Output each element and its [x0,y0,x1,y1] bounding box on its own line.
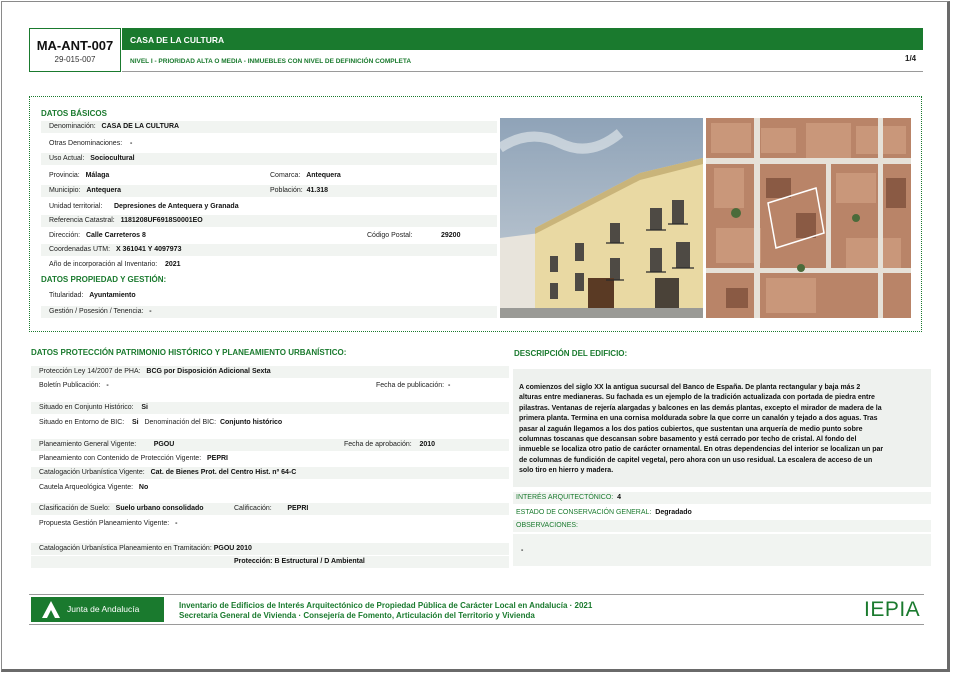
description-text [513,369,931,487]
unidad-label: Unidad territorial: [49,203,103,210]
fecha-pub-value: - [448,382,451,389]
description-line: primera planta. Termina en una cornisa moldurada sobre la que corre un canalón y tejado a dos aguas. Tras [519,415,878,423]
anio-row [49,259,181,271]
otras-label: Otras Denominaciones: [49,140,123,147]
plan-contenido-label: Planeamiento con Contenido de Protección Vigente: [39,455,202,462]
uso-value: Sociocultural [90,155,135,162]
interes-value: 4 [617,494,622,501]
fecha-pub-row [376,380,450,392]
uso-label: Uso Actual: [49,155,85,162]
boletin-value: - [106,382,109,389]
page-number: 1/4 [905,54,917,63]
description-title: DESCRIPCIÓN DEL EDIFICIO: [514,349,628,358]
footer-divider-top [29,594,924,595]
cat-tramitacion-row [31,543,509,555]
cat-tramitacion-value: PGOU 2010 [213,545,252,552]
aerial-photo [706,118,911,318]
municipio-row [41,185,497,197]
facade-photo [500,118,703,318]
observaciones-box [513,534,931,566]
propuesta-label: Propuesta Gestión Planeamiento Vigente: [39,520,170,527]
proteccion-tram-row [31,556,509,568]
denominacion-row [41,121,497,133]
denominacion-label: Denominación: [49,123,96,130]
description-line: pasar al zaguán llegamos a los dos patios cubiertos, que sustentan una arquería de medio punto sobre [519,425,863,433]
referencia-label: Referencia Catastral: [49,217,115,224]
anio-label: Año de incorporación al Inventario: [49,261,158,268]
cp-value [441,230,460,242]
direccion-value: Calle Carreteros 8 [85,232,146,239]
ley-row [31,366,509,378]
description-line: solo tiro en hierro y madera. [519,467,614,475]
municipio-label: Municipio: [49,187,81,194]
provincia-label: Provincia: [49,172,80,179]
iepia-brand: IEPIA [864,598,921,621]
titularidad-row [49,290,136,302]
description-line: de columnas de fundición de capitel vegetal, pero ahora con un uso residual. La escalera de acceso de un [519,456,873,464]
clasificacion-label: Clasificación de Suelo: [39,505,110,512]
gestion-value: - [149,308,152,315]
priority-subtitle: NIVEL I - PRIORIDAD ALTA O MEDIA - INMUEBLES CON NIVEL DE DEFINICIÓN COMPLETA [130,58,412,65]
description-line: A comienzos del siglo XX la antigua sucursal del Banco de España. De planta rectangular y baja más 2 [519,384,861,391]
observaciones-label: OBSERVACIONES: [516,522,578,529]
poblacion-value: 41.318 [306,187,329,194]
poblacion-row [270,185,328,197]
entorno-row [39,417,282,429]
boletin-label: Boletín Publicación: [39,382,101,389]
cautela-row [39,482,148,494]
uso-row [41,153,497,165]
cp-value-text: 29200 [441,232,461,239]
provincia-value: Málaga [85,172,110,179]
catalogacion-value: Cat. de Bienes Prot. del Centro Hist. nº 64-C [150,469,297,476]
record-code: MA-ANT-007 [36,38,114,53]
fecha-pub-label: Fecha de publicación: [376,382,445,389]
titularidad-label: Titularidad: [49,292,84,299]
planeamiento-value: PGOU [153,441,175,448]
comarca-label: Comarca: [270,172,301,179]
ownership-title: DATOS PROPIEDAD Y GESTIÓN: [41,275,167,284]
ley-label: Protección Ley 14/2007 de PHA: [39,368,141,375]
clasificacion-value: Suelo urbano consolidado [115,505,204,512]
utm-label: Coordenadas UTM: [49,246,111,253]
footer-inventory-title: Inventario de Edificios de Interés Arquitectónico de Propiedad Pública de Carácter Local en Andalucía · 2021 [179,601,593,610]
referencia-row [41,215,497,227]
record-code-box [29,28,121,72]
anio-value: 2021 [164,261,181,268]
observaciones-row [513,520,931,532]
provincia-row [49,170,109,182]
proteccion-tram-value: Protección: B Estructural / D Ambiental [234,558,365,565]
direccion-label: Dirección: [49,232,81,239]
fecha-aprob-value: 2010 [419,441,436,448]
description-line: alturas entre medianeras. Su fachada es un ejemplo de la tradición actualizada con portada de piedra entre [519,394,875,402]
observaciones-value [521,545,523,557]
catalogacion-label: Catalogación Urbanística Vigente: [39,469,145,476]
junta-logo [31,597,164,622]
estado-row [516,507,692,519]
conjunto-label: Situado en Conjunto Histórico: [39,404,134,411]
fecha-aprob-label: Fecha de aprobación: [344,441,412,448]
cautela-label: Cautela Arqueológica Vigente: [39,484,134,491]
cp-label: Código Postal: [367,232,413,239]
conjunto-row [31,402,509,414]
poblacion-label: Población: [270,187,303,194]
comarca-value: Antequera [306,172,341,179]
fecha-aprob-row [344,439,435,451]
footer-divider-bottom [29,624,924,625]
unidad-row [49,201,239,213]
planeamiento-label: Planeamiento General Vigente: [39,441,137,448]
header-divider [122,71,923,72]
direccion-row [49,230,146,242]
gestion-row [41,306,497,318]
plan-contenido-row [39,453,228,465]
catalogacion-row [31,467,509,479]
plan-contenido-value: PEPRI [207,455,229,462]
denom-bic-value: Conjunto histórico [219,419,283,426]
denominacion-value: CASA DE LA CULTURA [101,123,180,130]
titularidad-value: Ayuntamiento [89,292,136,299]
estado-label: ESTADO DE CONSERVACIÓN GENERAL: [516,509,652,516]
description-line: inmueble se localiza otro patio de carácter ornamental. En otras dependencias del interior se localizan un par [519,446,884,454]
calificacion-row [234,503,308,515]
comarca-row [270,170,341,182]
unidad-value: Depresiones de Antequera y Granada [113,203,239,210]
interes-label: INTERÉS ARQUITECTÓNICO: [516,494,614,501]
municipio-value: Antequera [86,187,121,194]
utm-row [41,244,497,256]
gestion-label: Gestión / Posesión / Tenencia: [49,308,144,315]
otras-value: - [129,140,133,147]
entorno-label: Situado en Entorno de BIC: [39,419,125,426]
cat-tramitacion-label: Catalogación Urbanística Planeamiento en Tramitación: [39,545,212,552]
entorno-value: Si [132,419,139,426]
otras-row [49,138,132,150]
planeamiento-row [31,439,509,451]
utm-value: X 361041 Y 4097973 [115,246,182,253]
calificacion-label: Calificación: [234,505,272,512]
protection-title: DATOS PROTECCIÓN PATRIMONIO HISTÓRICO Y PLANEAMIENTO URBANÍSTICO: [31,348,347,357]
observaciones-value-text: - [521,547,524,554]
building-title: CASA DE LA CULTURA [122,28,923,50]
calificacion-value: PEPRI [287,505,309,512]
junta-emblem-icon [41,600,61,619]
cautela-value: No [138,484,149,491]
interes-row [513,492,931,504]
basic-data-title: DATOS BÁSICOS [41,109,107,118]
record-subcode: 29-015-007 [54,55,96,64]
description-line: columnas toscanas que descansan sobre basamento y está cerrado por techo de cristal. Al fondo del [519,436,857,444]
boletin-row [39,380,109,392]
propuesta-value: - [175,520,178,527]
conjunto-value: Si [141,404,148,411]
footer-ministry: Secretaría General de Vivienda · Consejería de Fomento, Articulación del Territorio y Vivienda [179,611,535,620]
estado-value: Degradado [655,509,692,516]
propuesta-row [39,518,177,530]
referencia-value: 1181208UF6918S0001EO [120,217,203,224]
description-line: pilastras. Ventanas de rejería alargadas y balcones en las demás plantas, excepto el mirador de madera de la [519,404,882,412]
denom-bic-label: Denominación del BIC: [144,419,217,426]
junta-logo-text: Junta de Andalucía [67,604,140,614]
ley-value: BCG por Disposición Adicional Sexta [146,368,271,375]
